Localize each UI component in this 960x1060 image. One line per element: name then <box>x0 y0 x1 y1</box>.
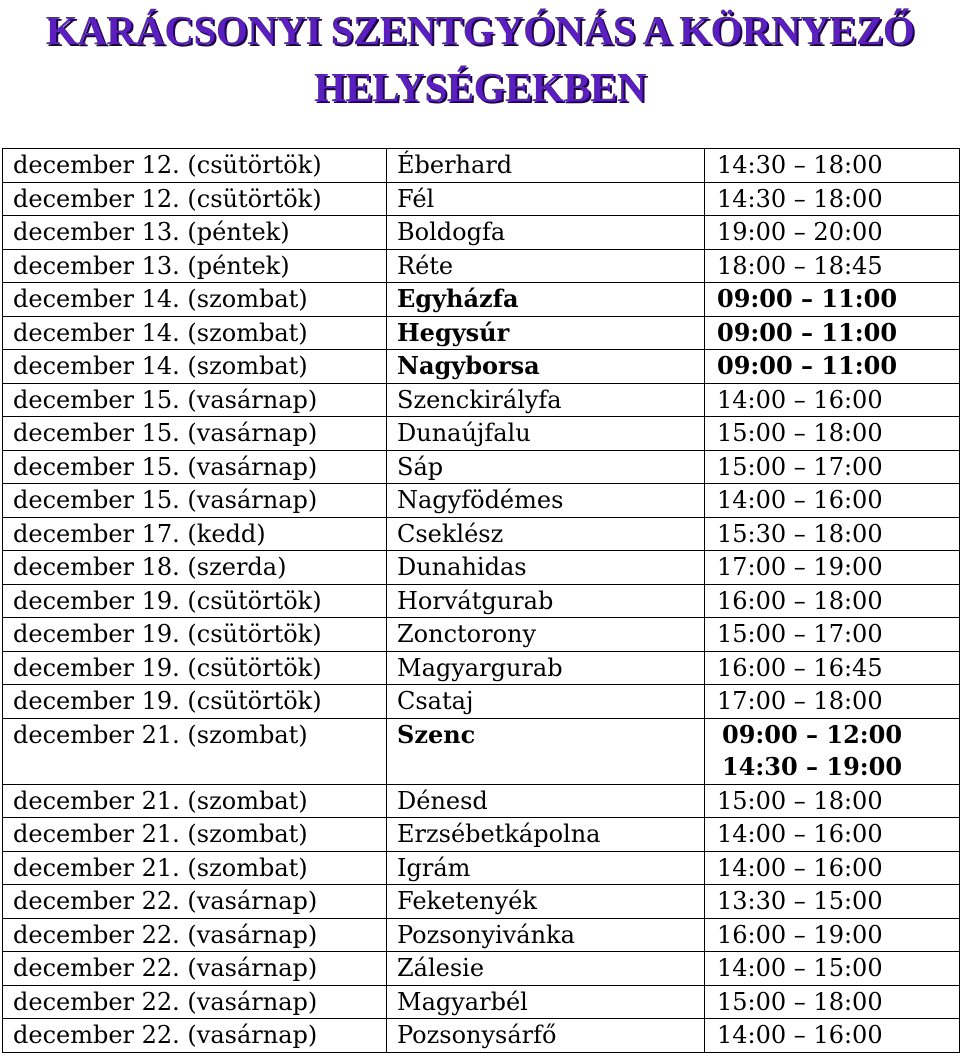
schedule-table <box>2 148 960 1053</box>
date-cell: december 14. (szombat) <box>3 316 387 350</box>
date-cell: december 22. (vasárnap) <box>3 1019 387 1053</box>
title-line-2: HELYSÉGEKBEN <box>313 64 646 110</box>
place-cell: Magyargurab <box>387 651 705 685</box>
table-row <box>3 484 960 518</box>
time-cell: 19:00 – 20:00 <box>705 216 960 250</box>
place-cell: Magyarbél <box>387 985 705 1019</box>
place-cell: Dénesd <box>387 784 705 818</box>
time-cell: 14:00 – 16:00 <box>705 818 960 852</box>
date-cell: december 22. (vasárnap) <box>3 985 387 1019</box>
place-cell: Pozsonyivánka <box>387 918 705 952</box>
table-row <box>3 918 960 952</box>
place-cell: Szenckirályfa <box>387 383 705 417</box>
table-row <box>3 149 960 183</box>
date-cell: december 12. (csütörtök) <box>3 149 387 183</box>
date-cell: december 19. (csütörtök) <box>3 685 387 719</box>
table-row <box>3 685 960 719</box>
date-cell: december 22. (vasárnap) <box>3 918 387 952</box>
time-cell: 14:00 – 16:00 <box>705 484 960 518</box>
table-row <box>3 350 960 384</box>
page-title <box>0 2 960 116</box>
date-cell: december 19. (csütörtök) <box>3 651 387 685</box>
date-cell: december 18. (szerda) <box>3 551 387 585</box>
table-row <box>3 249 960 283</box>
table-row <box>3 417 960 451</box>
place-cell: Réte <box>387 249 705 283</box>
place-cell: Fél <box>387 182 705 216</box>
place-cell: Sáp <box>387 450 705 484</box>
date-cell: december 13. (péntek) <box>3 216 387 250</box>
table-row <box>3 316 960 350</box>
time-cell: 14:00 – 16:00 <box>705 1019 960 1053</box>
time-cell: 15:00 – 17:00 <box>705 618 960 652</box>
date-cell: december 22. (vasárnap) <box>3 885 387 919</box>
place-cell: Zálesie <box>387 952 705 986</box>
table-row <box>3 784 960 818</box>
date-cell: december 15. (vasárnap) <box>3 484 387 518</box>
table-row <box>3 985 960 1019</box>
date-cell: december 14. (szombat) <box>3 283 387 317</box>
table-row <box>3 450 960 484</box>
time-cell: 15:00 – 17:00 <box>705 450 960 484</box>
table-row <box>3 216 960 250</box>
time-cell: 14:00 – 16:00 <box>705 383 960 417</box>
time-cell <box>705 718 960 784</box>
time-cell: 14:00 – 16:00 <box>705 851 960 885</box>
date-cell: december 21. (szombat) <box>3 851 387 885</box>
title-line-1: KARÁCSONYI SZENTGYÓNÁS A KÖRNYEZŐ <box>45 7 915 53</box>
table-row <box>3 851 960 885</box>
time-cell: 15:30 – 18:00 <box>705 517 960 551</box>
place-cell: Boldogfa <box>387 216 705 250</box>
place-cell: Feketenyék <box>387 885 705 919</box>
place-cell: Horvátgurab <box>387 584 705 618</box>
time-cell: 15:00 – 18:00 <box>705 784 960 818</box>
table-row <box>3 182 960 216</box>
place-cell: Pozsonysárfő <box>387 1019 705 1053</box>
date-cell: december 19. (csütörtök) <box>3 618 387 652</box>
place-cell: Nagyborsa <box>387 350 705 384</box>
place-cell: Cseklész <box>387 517 705 551</box>
date-cell: december 21. (szombat) <box>3 784 387 818</box>
date-cell: december 14. (szombat) <box>3 350 387 384</box>
place-cell: Dunaújfalu <box>387 417 705 451</box>
place-cell: Erzsébetkápolna <box>387 818 705 852</box>
date-cell: december 17. (kedd) <box>3 517 387 551</box>
place-cell: Dunahidas <box>387 551 705 585</box>
time-cell: 16:00 – 16:45 <box>705 651 960 685</box>
table-row <box>3 551 960 585</box>
place-cell: Egyházfa <box>387 283 705 317</box>
table-row <box>3 1019 960 1053</box>
time-cell: 15:00 – 18:00 <box>705 417 960 451</box>
place-cell: Zonctorony <box>387 618 705 652</box>
place-cell: Hegysúr <box>387 316 705 350</box>
time-slot-1: 09:00 – 12:00 <box>722 719 903 749</box>
table-row <box>3 584 960 618</box>
date-cell: december 12. (csütörtök) <box>3 182 387 216</box>
time-cell: 09:00 – 11:00 <box>705 350 960 384</box>
time-cell: 17:00 – 19:00 <box>705 551 960 585</box>
time-cell: 18:00 – 18:45 <box>705 249 960 283</box>
place-cell: Igrám <box>387 851 705 885</box>
date-cell: december 19. (csütörtök) <box>3 584 387 618</box>
date-cell: december 15. (vasárnap) <box>3 417 387 451</box>
place-cell: Nagyfödémes <box>387 484 705 518</box>
time-cell: 14:30 – 18:00 <box>705 182 960 216</box>
time-cell: 17:00 – 18:00 <box>705 685 960 719</box>
table-row <box>3 517 960 551</box>
place-cell: Éberhard <box>387 149 705 183</box>
date-cell: december 21. (szombat) <box>3 718 387 784</box>
date-cell: december 13. (péntek) <box>3 249 387 283</box>
table-row <box>3 818 960 852</box>
date-cell: december 21. (szombat) <box>3 818 387 852</box>
time-cell: 16:00 – 19:00 <box>705 918 960 952</box>
time-slot-2: 14:30 – 19:00 <box>722 751 903 781</box>
table-row <box>3 885 960 919</box>
date-cell: december 15. (vasárnap) <box>3 383 387 417</box>
table-row <box>3 383 960 417</box>
place-cell: Csataj <box>387 685 705 719</box>
time-cell: 09:00 – 11:00 <box>705 316 960 350</box>
table-row <box>3 283 960 317</box>
time-cell: 15:00 – 18:00 <box>705 985 960 1019</box>
table-row <box>3 651 960 685</box>
table-row <box>3 618 960 652</box>
time-cell: 09:00 – 11:00 <box>705 283 960 317</box>
time-cell: 14:00 – 15:00 <box>705 952 960 986</box>
time-cell: 13:30 – 15:00 <box>705 885 960 919</box>
place-cell: Szenc <box>387 718 705 784</box>
date-cell: december 15. (vasárnap) <box>3 450 387 484</box>
time-cell: 16:00 – 18:00 <box>705 584 960 618</box>
date-cell: december 22. (vasárnap) <box>3 952 387 986</box>
table-row <box>3 718 960 784</box>
time-cell: 14:30 – 18:00 <box>705 149 960 183</box>
table-row <box>3 952 960 986</box>
